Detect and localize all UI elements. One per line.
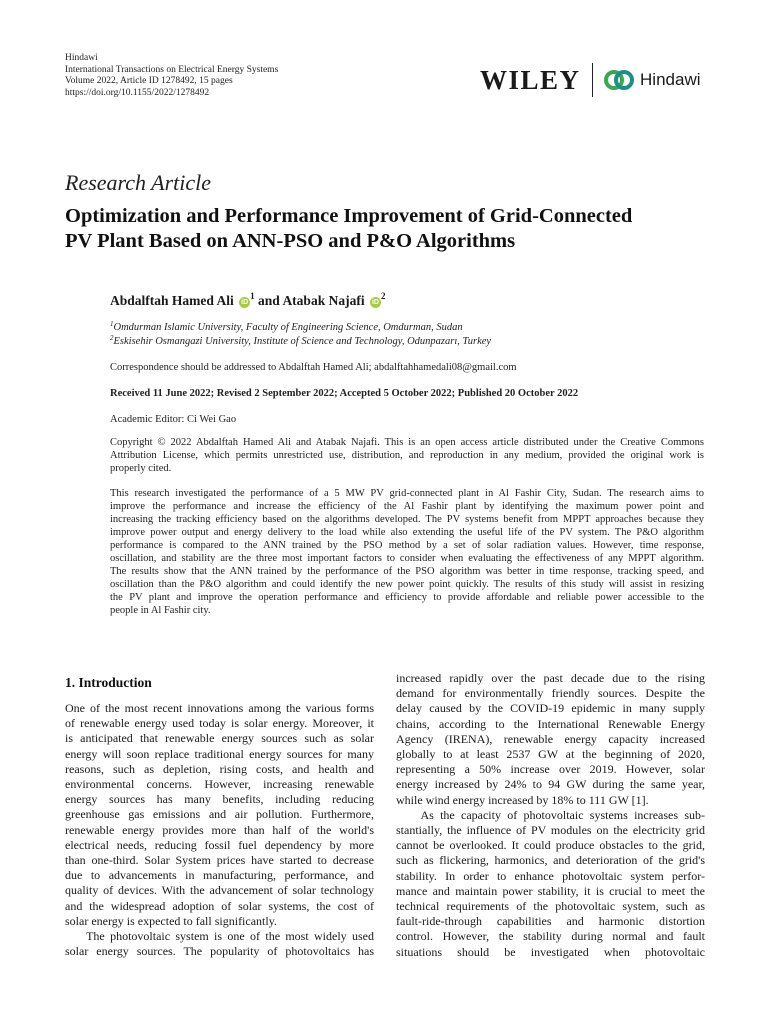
text-line: technical requirements of the photovoltaic system, such as — [396, 899, 705, 914]
publication-dates: Received 11 June 2022; Revised 2 September 2022; Accepted 5 October 2022; Published 20 October 2022 — [110, 388, 579, 399]
logo-divider — [592, 63, 594, 97]
hindawi-logo-text: Hindawi — [640, 70, 701, 89]
text-line: cannot be overlooked. It could produce obstacles to the grid, — [396, 838, 705, 853]
text-line: and the widespread adoption of solar systems, the cost of — [65, 898, 374, 913]
affiliation-marker: 1 — [250, 291, 255, 301]
text-line: stability. In order to enhance photovoltaic system perfor- — [396, 868, 705, 883]
wiley-logo: WILEY — [480, 64, 581, 95]
text-line: One of the most recent innovations among the various forms — [65, 701, 374, 715]
correspondence: Correspondence should be addressed to Abdalftah Hamed Ali; abdalftahhamedali08@gmail.com — [110, 362, 517, 373]
text-line: control. However, the stability during normal and fault — [396, 929, 705, 944]
section-heading: 1. Introduction — [65, 675, 152, 690]
affiliation-number: 1 — [110, 320, 114, 328]
text-line: situations should be investigated when photovoltaic — [396, 944, 705, 959]
text-line: energy increased by 24% to 94 GW during the same year, — [396, 777, 705, 792]
journal-name: International Transactions on Electrical Energy Systems — [65, 64, 279, 75]
academic-editor: Academic Editor: Ci Wei Gao — [110, 414, 237, 425]
title-line: Optimization and Performance Improvement of Grid-Connected — [65, 205, 633, 227]
text-line: environmental concerns. However, increasing renewable — [65, 777, 374, 792]
volume-line: Volume 2022, Article ID 1278492, 15 pages — [65, 76, 233, 86]
doi-link[interactable]: https://doi.org/10.1155/2022/1278492 — [65, 87, 210, 98]
text-line: fault-ride-through capabilities and harmonic distortion — [396, 914, 705, 929]
text-line: increasing the tracking efficiency based on the algorithms developed. The PV systems benefit from MPPT approaches because they — [110, 514, 704, 525]
body-column-left — [65, 701, 374, 959]
text-line: performance is compared to the ANN trained by the PSO method by a set of solar radiation values. However, time response, — [110, 540, 704, 551]
author-name[interactable]: Abdalftah Hamed Ali — [110, 293, 234, 308]
text-line: This research investigated the performance of a 5 MW PV grid-connected plant in Al Fashir City, Sudan. The research aims to — [110, 488, 704, 499]
text-line: energy will soon replace traditional energy sources for many — [65, 746, 374, 761]
text-line: oscillation, and stability are the three most important factors to consider when evaluating the effectiveness of any MPPT algorithm. — [110, 553, 704, 564]
hindawi-logo-icon — [603, 69, 635, 91]
author-list — [110, 293, 385, 309]
publisher-name: Hindawi — [65, 53, 98, 63]
text-line: renewable energy provides more than half of the world's — [65, 822, 374, 837]
article-type: Research Article — [65, 170, 212, 195]
affiliation-text: Omdurman Islamic University, Faculty of Engineering Science, Omdurman, Sudan — [113, 322, 463, 333]
text-line: globally to at least 2537 GW at the beginning of 2020, — [396, 747, 705, 762]
publisher-logos — [480, 62, 701, 98]
orcid-icon[interactable]: iD — [371, 299, 379, 306]
text-line: increased rapidly over the past decade due to the rising — [396, 671, 705, 685]
title-line: PV Plant Based on ANN-PSO and P&O Algorithms — [65, 230, 516, 252]
text-line: mance and maintain power stability, it is crucial to meet the — [396, 883, 705, 898]
text-line: of renewable energy used today is solar energy. Moreover, it — [65, 716, 374, 731]
abstract — [110, 487, 704, 617]
text-line: is anticipated that renewable energy sources such as solar — [65, 731, 374, 746]
affiliation — [110, 336, 491, 347]
text-line: The results show that the ANN trained by the performance of the PSO algorithm was better in time response, tracking speed, and — [110, 566, 704, 577]
text-line: improve power output and energy delivery to the load while also extending the useful life of the PV system. The P&O algorithm — [110, 527, 704, 538]
text-line: Attribution License, which permits unrestricted use, distribution, and reproduction in any medium, provided the original work is — [110, 450, 704, 461]
text-line: solar energy sources. The popularity of photovoltaics has — [65, 944, 374, 959]
text-line: reasons, such as depletion, rising costs, and health and — [65, 761, 374, 776]
text-line: solar energy is expected to fall significantly. — [65, 913, 277, 928]
text-line: Agency (IRENA), renewable energy capacity increased — [396, 731, 705, 746]
text-line: As the capacity of photovoltaic systems increases sub- — [396, 807, 705, 822]
affiliation — [110, 322, 463, 333]
text-line: such as flickering, harmonics, and deterioration of the grid's — [396, 853, 705, 868]
text-line: energy sources has many benefits, including reducing — [65, 792, 374, 807]
text-line: properly cited. — [110, 463, 172, 474]
journal-header — [65, 53, 278, 99]
orcid-icon[interactable]: iD — [241, 299, 249, 306]
text-line: due to advancements in manufacturing, performance, and — [65, 868, 374, 883]
text-line: the PV plant and improve the operation performance and efficiency to provide affordable and reliable power accessible to the — [110, 592, 704, 603]
text-line: The photovoltaic system is one of the most widely used — [65, 929, 374, 944]
article-title — [65, 204, 725, 254]
text-line: while wind energy increased by 18% to 111 GW [1]. — [396, 792, 649, 807]
text-line: representing a 50% increase over 2019. However, solar — [396, 762, 705, 777]
affiliation-number: 2 — [110, 334, 114, 342]
text-line: electrical needs, reducing fossil fuel dependency by more — [65, 837, 374, 852]
text-line: oscillation than the P&O algorithm and could identify the new power point quickly. The results of this study will assist in resizing — [110, 579, 704, 590]
affiliation-marker: 2 — [380, 291, 386, 301]
text-line: delay caused by the COVID-19 epidemic in many supply — [396, 701, 705, 716]
affiliation-text: Eskisehir Osmangazi University, Institute of Science and Technology, Odunpazarı, Turkey — [113, 336, 492, 347]
copyright-notice — [110, 436, 704, 475]
author-name[interactable]: Atabak Najafi — [282, 293, 365, 308]
body-column-right — [396, 671, 705, 960]
text-line: improve the performance and increase the efficiency of the Al Fashir plant by identifying the maximum power point and — [110, 501, 704, 512]
text-line: than one-third. Solar System prices have started to decrease — [65, 853, 374, 868]
text-line: demand for environmentally friendly sources. Despite the — [396, 686, 705, 701]
text-line: Copyright © 2022 Abdalftah Hamed Ali and Atabak Najafi. This is an open access article distributed under the Creative Commons — [110, 437, 704, 448]
author-conjunction: and — [254, 293, 283, 308]
text-line: stantially, the influence of PV modules on the electricity grid — [396, 823, 705, 838]
text-line: people in Al Fashir city. — [110, 605, 211, 616]
text-line: quality of devices. With the advancement of solar technology — [65, 883, 374, 898]
text-line: greenhouse gas emissions and air pollution. Furthermore, — [65, 807, 374, 822]
text-line: chains, according to the International Renewable Energy — [396, 716, 705, 731]
